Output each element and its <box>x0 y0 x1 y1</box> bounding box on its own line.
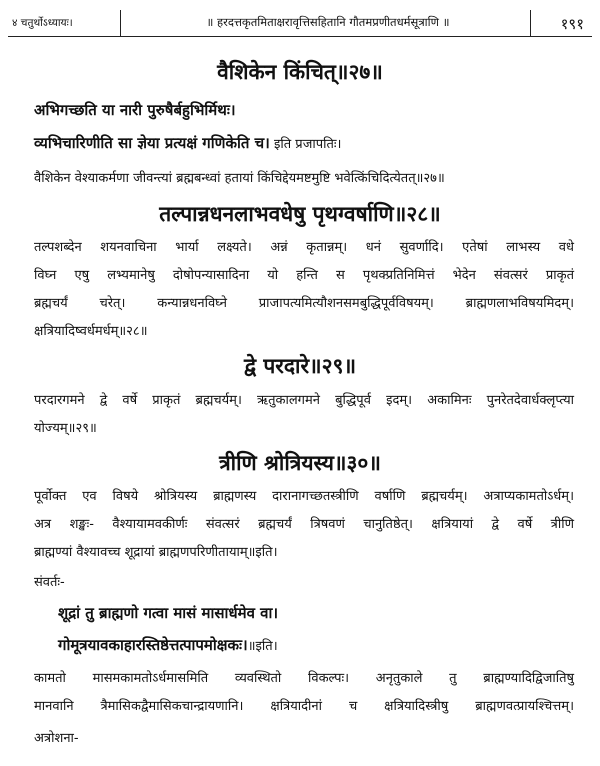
page-header <box>8 10 592 37</box>
commentary-line: ब्रह्मचर्यं चरेत्। कन्यान्नधनविघ्ने प्राजापत्यमित्यौशनसमबुद्धिपूर्वविषयम्। ब्राह्मणलाभविषयमिदम्। <box>34 296 574 311</box>
verse-line: शूद्रां तु ब्राह्मणो गत्वा मासं मासार्धमेव वा। <box>58 604 279 622</box>
commentary-line: क्षत्रियादिष्वर्धमर्धम्॥२८॥ <box>34 324 148 339</box>
sutra-heading: त्रीणि श्रोत्रियस्य॥३०॥ <box>219 451 381 475</box>
verse-line: व्यभिचारिणीति सा ज्ञेया प्रत्यक्षं गणिकेति च। इति प्रजापतिः। <box>34 134 342 152</box>
commentary-line: मानवानि त्रैमासिकद्वैमासिकचान्द्रायणानि। क्षत्रियादीनां च क्षत्रियादिस्त्रीषु ब्राह्मणवत्प्रायश्चित्तम्। <box>34 699 574 714</box>
commentary-line: पूर्वोक्त एव विषये श्रोत्रियस्य ब्राह्मणस्य दारानागच्छतस्त्रीणि वर्षाणि ब्रह्मचर्यम्। अत्राप्यकामतोऽर्धम्। <box>34 489 574 504</box>
commentary-line: परदारगमने द्वे वर्षे प्राकृतं ब्रह्मचर्यम्। ऋतुकालगमने बुद्धिपूर्व इदम्। अकामिनः पुनरेतदेवार्धक्लृप्त्या <box>34 393 574 408</box>
commentary-line: अत्र शङ्खः- वैश्यायामवकीर्णः संवत्सरं ब्रह्मचर्यं त्रिषवणं चानुतिष्ठेत्। क्षत्रियायां द्वे वर्षे त्रीणि <box>34 517 574 532</box>
header-divider <box>120 10 121 36</box>
commentary-line: विघ्न एषु लभ्यमानेषु दोषोपन्यासादिना यो हन्ति स पृथक्प्रतिनिमित्तं भेदेन संवत्सरं प्राकृतं <box>34 268 574 283</box>
header-divider <box>530 10 531 36</box>
citation-label: संवर्तः- <box>34 575 65 590</box>
commentary-line: तल्पशब्देन शयनवाचिना भार्या लक्ष्यते। अन्नं कृतान्नम्। धनं सुवर्णादि। एतेषां लाभस्य वधे <box>34 240 574 255</box>
commentary-line: योज्यम्॥२९॥ <box>34 421 97 436</box>
running-title: ॥ हरदत्तकृतमिताक्षरावृत्तिसहितानि गौतमप्रणीतधर्मसूत्राणि ॥ <box>206 15 450 29</box>
chapter-label: ४ चतुर्थोऽध्यायः। <box>12 17 73 29</box>
commentary-line: कामतो मासमकामतोऽर्धमासमिति व्यवस्थितो विकल्पः। अनृतुकाले तु ब्राह्मण्यादिद्विजातिषु <box>34 671 574 686</box>
citation-label: अत्रोशना- <box>34 731 79 746</box>
commentary-line: वैशिकेन वेश्याकर्मणा जीवन्त्यां ब्रह्मबन्ध्वां हतायां किंचिद्देयमष्टमुष्टि भवेत्किंचिदित्येतत्॥२७॥ <box>34 171 445 186</box>
sutra-heading: द्वे परदारे॥२९॥ <box>243 354 357 378</box>
sutra-heading: वैशिकेन किंचित्॥२७॥ <box>217 60 383 84</box>
sutra-heading: तल्पान्नधनलाभवधेषु पृथग्वर्षाणि॥२८॥ <box>159 202 441 226</box>
commentary-line: ब्राह्मण्यां वैश्यावच्च शूद्रायां ब्राह्मणपरिणीतायाम्॥इति। <box>34 545 278 560</box>
verse-line: गोमूत्रयावकाहारस्तिष्ठेत्तत्पापमोक्षकः।॥इति। <box>58 636 278 654</box>
page-number: १९१ <box>560 15 584 33</box>
verse-line: अभिगच्छति या नारी पुरुषैर्बहुभिर्मिथः। <box>34 101 236 119</box>
